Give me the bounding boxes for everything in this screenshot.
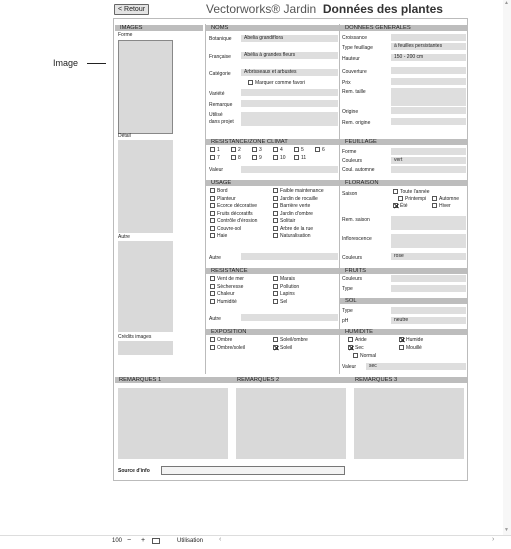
checkbox-label: Ombre/soleil bbox=[217, 345, 246, 351]
checkbox-icon bbox=[231, 155, 236, 160]
checkbox-label: Sel bbox=[280, 298, 288, 305]
zone-6-checkbox[interactable] bbox=[315, 147, 325, 153]
checkbox-label: Humide bbox=[406, 337, 424, 343]
remarques-1-header: REMARQUES 1 bbox=[119, 377, 162, 383]
exposition-checkbox[interactable] bbox=[273, 345, 292, 351]
checkbox-label: 6 bbox=[322, 147, 325, 153]
zoom-value[interactable]: 100 bbox=[112, 538, 123, 544]
resistance-header: RÉSISTANCE bbox=[206, 268, 339, 274]
sol-type-label: Type bbox=[342, 308, 353, 314]
usage-checkbox[interactable] bbox=[273, 196, 318, 202]
zoom-out-icon[interactable]: − bbox=[127, 537, 132, 544]
checkbox-label: Chaleur bbox=[217, 291, 235, 297]
detail-image-label: Détail bbox=[118, 133, 131, 139]
zone-2-checkbox[interactable] bbox=[231, 147, 241, 153]
checkbox-icon bbox=[273, 147, 278, 152]
checkbox-label: 10 bbox=[280, 155, 286, 161]
botanique-label: Botanique bbox=[209, 36, 232, 42]
francais-field[interactable]: Abélia à grandes fleurs bbox=[241, 52, 338, 59]
checkbox-icon bbox=[273, 203, 278, 208]
remarques-1-field[interactable] bbox=[118, 388, 228, 459]
credits-field[interactable] bbox=[118, 341, 173, 355]
checkbox-icon bbox=[348, 345, 353, 350]
checkbox-label: Bord bbox=[217, 188, 228, 194]
hauteur-field[interactable]: 150 - 200 cm bbox=[391, 54, 466, 61]
checkbox-label: Ombre bbox=[217, 337, 233, 343]
forme-image-slot[interactable] bbox=[118, 40, 173, 134]
croissance-field[interactable] bbox=[391, 34, 466, 41]
checkbox-icon bbox=[273, 233, 278, 238]
resistance-checkbox[interactable] bbox=[273, 284, 299, 290]
checkbox-icon bbox=[210, 337, 215, 342]
checkbox-label: Ecorce décorative bbox=[217, 203, 258, 209]
checkbox-label: Printempi bbox=[405, 196, 427, 202]
checkbox-icon bbox=[252, 155, 257, 160]
checkbox-icon bbox=[210, 211, 215, 216]
zoom-in-icon[interactable]: + bbox=[141, 537, 146, 544]
humidite-checkbox[interactable] bbox=[348, 337, 367, 343]
coul-automne-field[interactable] bbox=[391, 166, 466, 173]
floraison-checkbox[interactable] bbox=[398, 196, 426, 202]
checkbox-icon bbox=[398, 196, 403, 201]
humidite-valeur-label: Valeur bbox=[342, 364, 357, 370]
checkbox-label: 1 bbox=[217, 147, 220, 153]
checkbox-icon bbox=[348, 337, 353, 342]
usage-checkbox[interactable] bbox=[273, 233, 311, 239]
exposition-header: EXPOSITION bbox=[206, 329, 339, 335]
zone-5-checkbox[interactable] bbox=[294, 147, 304, 153]
checkbox-label: Automne bbox=[439, 196, 460, 202]
autre-image-label: Autre bbox=[118, 234, 130, 240]
usage-checkbox[interactable] bbox=[273, 218, 295, 224]
rem-taille-field[interactable] bbox=[391, 88, 466, 106]
checkbox-label: Sècheresse bbox=[217, 283, 244, 290]
checkbox-label: Normal bbox=[360, 353, 377, 359]
page-view-icon[interactable] bbox=[152, 538, 160, 544]
checkbox-label: Mouillé bbox=[406, 345, 422, 351]
origine-field[interactable] bbox=[391, 107, 466, 114]
checkbox-icon bbox=[248, 80, 253, 85]
categorie-label: Catégorie bbox=[209, 71, 231, 77]
checkbox-icon bbox=[273, 155, 278, 160]
usage-checkbox[interactable] bbox=[273, 203, 310, 209]
feuillage-forme-field[interactable] bbox=[391, 148, 466, 155]
checkbox-label: Pollution bbox=[280, 283, 300, 290]
exposition-checkbox[interactable] bbox=[210, 345, 245, 351]
inflorescence-field[interactable] bbox=[391, 234, 466, 248]
feuillage-header: FEUILLAGE bbox=[340, 139, 468, 145]
resistance-checkbox[interactable] bbox=[273, 299, 287, 305]
fruits-couleurs-field[interactable] bbox=[391, 275, 466, 282]
vertical-scrollbar[interactable] bbox=[503, 0, 511, 535]
checkbox-label: Barrière verte bbox=[280, 203, 311, 209]
exposition-checkbox[interactable] bbox=[273, 337, 308, 343]
zone-7-checkbox[interactable] bbox=[210, 155, 220, 161]
hauteur-label: Hauteur bbox=[342, 56, 360, 62]
usage-checkbox[interactable] bbox=[210, 196, 236, 202]
rem-origine-label: Rem. origine bbox=[342, 120, 371, 126]
resistance-autre-label: Autre bbox=[209, 316, 221, 322]
checkbox-icon bbox=[273, 291, 278, 296]
remarques-2-header: REMARQUES 2 bbox=[237, 377, 280, 383]
checkbox-label: 11 bbox=[301, 155, 307, 161]
checkbox-label: Jardin de rocaille bbox=[280, 195, 318, 202]
scroll-left-icon[interactable]: ‹ bbox=[219, 536, 222, 543]
scroll-up-icon[interactable]: ▲ bbox=[504, 0, 509, 6]
column-divider bbox=[205, 24, 206, 374]
usage-header: USAGE bbox=[206, 180, 339, 186]
fruits-type-field[interactable] bbox=[391, 285, 466, 292]
zone-3-checkbox[interactable] bbox=[252, 147, 262, 153]
checkbox-icon bbox=[273, 276, 278, 281]
scroll-down-icon[interactable]: ▼ bbox=[504, 527, 509, 533]
checkbox-label: Soleil bbox=[280, 345, 293, 351]
rem-saison-field[interactable] bbox=[391, 216, 466, 230]
resistance-checkbox[interactable] bbox=[210, 299, 237, 305]
checkbox-icon bbox=[273, 299, 278, 304]
checkbox-label: 9 bbox=[259, 155, 262, 161]
checkbox-icon bbox=[273, 284, 278, 289]
checkbox-icon bbox=[399, 345, 404, 350]
remarques-3-header: REMARQUES 3 bbox=[355, 377, 398, 383]
type-feuillage-label: Type feuillage bbox=[342, 45, 373, 51]
checkbox-label: Humidité bbox=[217, 298, 237, 305]
fruits-header: FRUITS bbox=[340, 268, 468, 274]
usage-checkbox[interactable] bbox=[273, 188, 324, 194]
prix-label: Prix bbox=[342, 80, 351, 86]
fruits-type-label: Type bbox=[342, 286, 353, 292]
checkbox-label: Faible maintenance bbox=[280, 188, 324, 194]
favori-label: Marquer comme favori bbox=[255, 80, 306, 86]
checkbox-icon bbox=[273, 337, 278, 342]
back-button[interactable]: < Retour bbox=[114, 4, 149, 15]
checkbox-label: Aride bbox=[355, 337, 367, 343]
resistance-checkbox[interactable] bbox=[210, 291, 235, 297]
checkbox-icon bbox=[210, 291, 215, 296]
rem-saison-label: Rem. saison bbox=[342, 217, 370, 223]
zone-9-checkbox[interactable] bbox=[252, 155, 262, 161]
humidite-checkbox[interactable] bbox=[348, 345, 364, 351]
floraison-couleurs-field[interactable]: rose bbox=[391, 253, 466, 260]
remarques-2-field[interactable] bbox=[236, 388, 346, 459]
climat-header: RÉSISTANCE/ZONE CLIMAT bbox=[206, 139, 339, 145]
usage-checkbox[interactable] bbox=[210, 211, 253, 217]
annotation-line bbox=[87, 63, 106, 64]
remarque-field[interactable] bbox=[241, 100, 338, 107]
checkbox-icon bbox=[399, 337, 404, 342]
remarques-header-bar bbox=[115, 377, 467, 383]
checkbox-label: Solitair bbox=[280, 218, 296, 224]
annotation-label: Image bbox=[53, 58, 79, 68]
feuillage-couleurs-field[interactable]: vert bbox=[391, 157, 466, 164]
checkbox-icon bbox=[210, 155, 215, 160]
checkbox-label: 2 bbox=[238, 147, 241, 153]
rem-origine-field[interactable] bbox=[391, 118, 466, 125]
detail-image-slot[interactable] bbox=[118, 140, 173, 233]
sol-header: SOL bbox=[340, 298, 468, 304]
humidite-checkbox[interactable] bbox=[353, 353, 376, 359]
ph-field[interactable]: neutre bbox=[391, 317, 466, 324]
utilise-label-2: dans projet bbox=[209, 119, 234, 125]
checkbox-label: Lapins bbox=[280, 291, 295, 297]
usage-checkbox[interactable] bbox=[210, 218, 257, 224]
usage-checkbox[interactable] bbox=[273, 211, 313, 217]
images-header: IMAGES bbox=[115, 25, 203, 31]
scroll-right-icon[interactable]: › bbox=[492, 536, 495, 543]
checkbox-label: Hiver bbox=[439, 203, 451, 209]
usage-autre-field[interactable] bbox=[241, 253, 338, 260]
origine-label: Origine bbox=[342, 109, 359, 115]
usage-checkbox[interactable] bbox=[210, 226, 241, 232]
couverture-label: Couverture bbox=[342, 69, 367, 75]
brand-name: Vectorworks® Jardin bbox=[206, 2, 317, 16]
floraison-checkbox[interactable] bbox=[432, 196, 459, 202]
couverture-field[interactable] bbox=[391, 67, 466, 74]
favori-checkbox[interactable] bbox=[248, 80, 305, 86]
column-divider bbox=[339, 24, 340, 374]
climat-valeur-field[interactable] bbox=[241, 166, 338, 173]
floraison-checkbox[interactable] bbox=[432, 203, 451, 209]
checkbox-icon bbox=[353, 353, 358, 358]
resistance-autre-field[interactable] bbox=[241, 314, 338, 321]
checkbox-label: Couvre-sol bbox=[217, 225, 242, 232]
checkbox-label: Contrôle d'érosion bbox=[217, 218, 258, 224]
usage-checkbox[interactable] bbox=[210, 188, 228, 194]
categorie-field[interactable]: Arbrisseaux et arbustes bbox=[241, 69, 338, 76]
zone-8-checkbox[interactable] bbox=[231, 155, 241, 161]
checkbox-label: Jardin d'ombre bbox=[280, 210, 313, 217]
credits-label: Crédits images bbox=[118, 334, 152, 340]
utilise-label: Utilisé bbox=[209, 112, 223, 118]
checkbox-icon bbox=[315, 147, 320, 152]
checkbox-icon bbox=[210, 218, 215, 223]
saison-label: Saison bbox=[342, 191, 358, 197]
source-label: Source d'info bbox=[118, 468, 150, 474]
humidite-header: HUMIDITÉ bbox=[340, 329, 468, 335]
checkbox-icon bbox=[210, 188, 215, 193]
title-text: Données des plantes bbox=[322, 2, 443, 16]
checkbox-icon bbox=[210, 196, 215, 201]
checkbox-label: 7 bbox=[217, 155, 220, 161]
checkbox-icon bbox=[294, 155, 299, 160]
checkbox-label: 8 bbox=[238, 155, 241, 161]
checkbox-icon bbox=[210, 345, 215, 350]
checkbox-icon bbox=[252, 147, 257, 152]
resistance-checkbox[interactable] bbox=[210, 276, 244, 282]
page-title bbox=[206, 2, 443, 16]
checkbox-icon bbox=[273, 196, 278, 201]
checkbox-label: Fruits décoratifs bbox=[217, 210, 253, 217]
checkbox-icon bbox=[210, 276, 215, 281]
resistance-checkbox[interactable] bbox=[273, 276, 295, 282]
resistance-checkbox[interactable] bbox=[210, 284, 243, 290]
resistance-checkbox[interactable] bbox=[273, 291, 295, 297]
prix-field[interactable] bbox=[391, 78, 466, 85]
floraison-couleurs-label: Couleurs bbox=[342, 255, 363, 261]
checkbox-label: Naturalisation bbox=[280, 233, 311, 239]
zone-1-checkbox[interactable] bbox=[210, 147, 220, 153]
variete-label: Variété bbox=[209, 91, 225, 97]
checkbox-label: Haie bbox=[217, 233, 228, 239]
zone-11-checkbox[interactable] bbox=[294, 155, 306, 161]
forme-image-label: Forme bbox=[118, 32, 133, 38]
humidite-checkbox[interactable] bbox=[399, 337, 423, 343]
checkbox-icon bbox=[432, 203, 437, 208]
general-header: DONNÉES GÉNÉRALES bbox=[340, 25, 468, 31]
zone-10-checkbox[interactable] bbox=[273, 155, 286, 161]
status-bar bbox=[0, 535, 511, 549]
remarque-label: Remarque bbox=[209, 102, 233, 108]
checkbox-icon bbox=[231, 147, 236, 152]
checkbox-label: Arbre de la rue bbox=[280, 225, 314, 232]
checkbox-icon bbox=[210, 233, 215, 238]
checkbox-icon bbox=[210, 284, 215, 289]
checkbox-icon bbox=[273, 226, 278, 231]
utilise-field[interactable] bbox=[241, 112, 338, 126]
usage-autre-label: Autre bbox=[209, 255, 221, 261]
type-feuillage-field[interactable]: à feuilles persistantes bbox=[391, 43, 466, 50]
climat-valeur-label: Valeur bbox=[209, 167, 224, 173]
checkbox-label: 3 bbox=[259, 147, 262, 153]
checkbox-label: Soleil/ombre bbox=[280, 337, 308, 343]
floraison-checkbox[interactable] bbox=[393, 189, 430, 195]
usage-checkbox[interactable] bbox=[210, 233, 227, 239]
inflorescence-label: Inflorescence bbox=[342, 236, 372, 242]
humidite-valeur-field[interactable]: sec bbox=[366, 363, 466, 370]
variete-field[interactable] bbox=[241, 89, 338, 96]
layer-tab[interactable]: Utilisation bbox=[177, 538, 204, 544]
usage-checkbox[interactable] bbox=[210, 203, 257, 209]
checkbox-icon bbox=[273, 211, 278, 216]
checkbox-icon bbox=[210, 203, 215, 208]
checkbox-label: Marais bbox=[280, 276, 296, 282]
checkbox-icon bbox=[273, 218, 278, 223]
checkbox-icon bbox=[432, 196, 437, 201]
fruits-couleurs-label: Couleurs bbox=[342, 276, 363, 282]
sol-type-field[interactable] bbox=[391, 307, 466, 314]
checkbox-label: Toute l'année bbox=[400, 189, 430, 195]
checkbox-label: 5 bbox=[301, 147, 304, 153]
feuillage-forme-label: Forme bbox=[342, 149, 357, 155]
checkbox-label: Sec bbox=[355, 345, 364, 351]
coul-automne-label: Coul. automne bbox=[342, 167, 375, 173]
checkbox-label: Planteur bbox=[217, 195, 236, 202]
checkbox-icon bbox=[393, 189, 398, 194]
autre-image-slot[interactable] bbox=[118, 241, 173, 332]
usage-checkbox[interactable] bbox=[273, 226, 313, 232]
feuillage-couleurs-label: Couleurs bbox=[342, 158, 363, 164]
croissance-label: Croissance bbox=[342, 35, 368, 41]
rem-taille-label: Rem. taille bbox=[342, 89, 366, 95]
humidite-checkbox[interactable] bbox=[399, 345, 422, 351]
floraison-checkbox[interactable] bbox=[393, 203, 408, 209]
plant-data-sheet bbox=[113, 18, 468, 481]
exposition-checkbox[interactable] bbox=[210, 337, 232, 343]
checkbox-icon bbox=[393, 203, 398, 208]
francais-label: Française bbox=[209, 54, 231, 60]
checkbox-icon bbox=[273, 345, 278, 350]
botanique-field[interactable]: Abelia grandiflora bbox=[241, 35, 338, 42]
checkbox-icon bbox=[294, 147, 299, 152]
checkbox-icon bbox=[273, 188, 278, 193]
checkbox-label: Été bbox=[400, 203, 408, 209]
checkbox-label: 4 bbox=[280, 147, 283, 153]
zone-4-checkbox[interactable] bbox=[273, 147, 283, 153]
noms-header: NOMS bbox=[206, 25, 339, 31]
checkbox-icon bbox=[210, 147, 215, 152]
checkbox-label: Vent de mer bbox=[217, 276, 244, 282]
checkbox-icon bbox=[210, 226, 215, 231]
floraison-header: FLORAISON bbox=[340, 180, 468, 186]
source-field[interactable] bbox=[161, 466, 345, 475]
checkbox-icon bbox=[210, 299, 215, 304]
ph-label: pH bbox=[342, 318, 349, 324]
remarques-3-field[interactable] bbox=[354, 388, 464, 459]
